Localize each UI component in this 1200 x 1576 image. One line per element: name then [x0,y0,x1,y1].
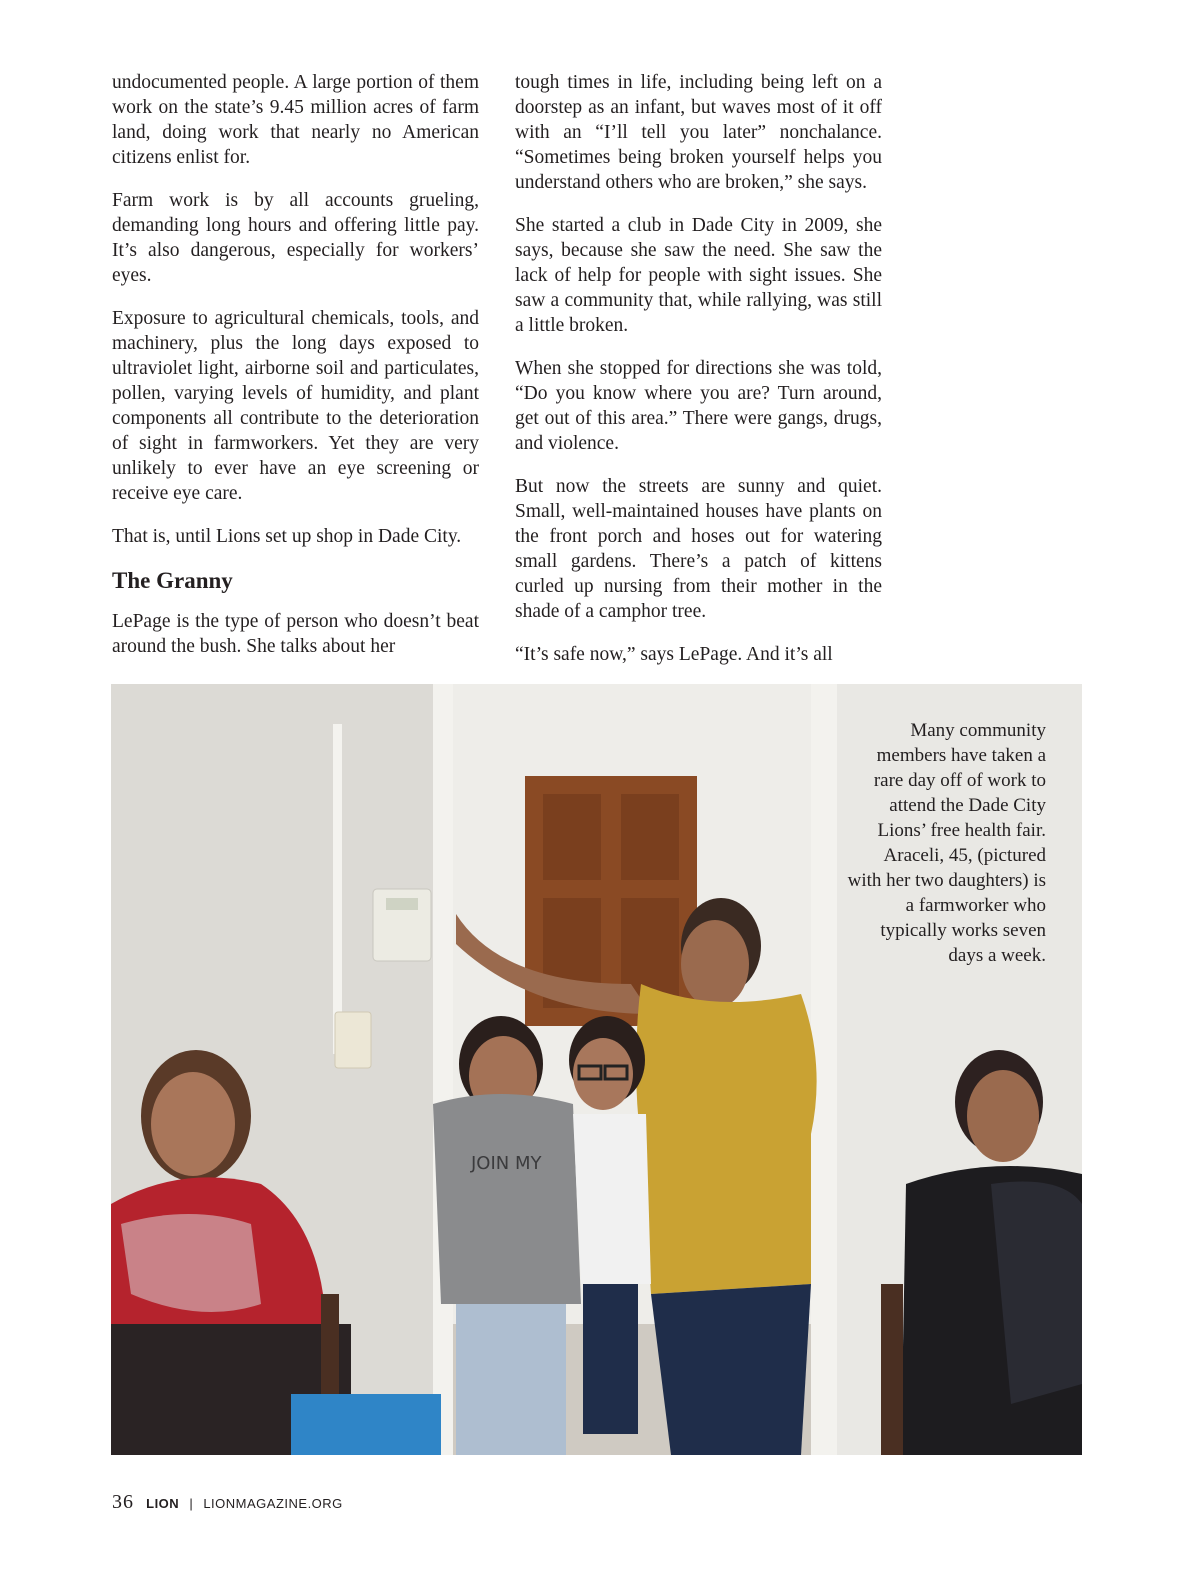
left-paragraph-3: Exposure to agricultural chemicals, tools, and machinery, plus the long days exposed to ultraviolet light, airborne soil and particulates, pollen, varying levels of humidity, and plant components all contribute to the deterioration of sight in farmworkers. Yet they are very unlikely to ever have an eye screening or receive eye care. [112,308,479,504]
left-column [112,70,479,659]
left-paragraph-5: LePage is the type of person who doesn’t beat around the bush. She talks about her [112,611,479,657]
section-heading: The Granny [112,568,233,593]
right-paragraph-5: “It’s safe now,” says LePage. And it’s all [515,644,833,665]
left-paragraph-2: Farm work is by all accounts grueling, demanding long hours and offering little pay. It’s also dangerous, especially for workers’ eyes. [112,190,479,286]
blue-chair [291,1394,441,1455]
right-paragraph-1: tough times in life, including being left on a doorstep as an infant, but waves most of it off with an “I’ll tell you later” nonchalance. “Sometimes being broken yourself helps you understand others who are broken,” she says. [515,72,882,193]
feature-photo [111,684,1082,1455]
right-paragraph-2: She started a club in Dade City in 2009, she says, because she saw the need. She saw the lack of help for people with sight issues. She saw a community that, while rallying, was still a little broken. [515,215,882,336]
footer-separator: | [189,1496,194,1511]
right-paragraph-3: When she stopped for directions she was told, “Do you know where you are? Turn around, get out of this area.” There were gangs, drugs, and violence. [515,358,882,454]
magazine-website: LIONMAGAZINE.ORG [203,1496,343,1511]
photo-caption: Many community members have taken a rare day off of work to attend the Dade City Lions’ free health fair. Araceli, 45, (pictured with her two daughters) is a farmworker who typically works seven days a week. [847,720,1046,966]
left-paragraph-4: That is, until Lions set up shop in Dade City. [112,526,462,547]
magazine-brand: LION [146,1496,180,1511]
left-paragraph-1: undocumented people. A large portion of them work on the state’s 9.45 million acres of farm land, doing work that nearly no American citizens enlist for. [112,72,479,168]
right-paragraph-4: But now the streets are sunny and quiet. Small, well-maintained houses have plants on the front porch and hoses out for watering small gardens. There’s a patch of kittens curled up nursing from their mother in the shade of a camphor tree. [515,476,882,622]
page-number: 36 [112,1491,134,1513]
page-footer [112,1491,343,1514]
wall-outlet [335,1012,371,1068]
right-column [515,70,882,667]
shirt-text: JOIN MY [471,1153,542,1174]
